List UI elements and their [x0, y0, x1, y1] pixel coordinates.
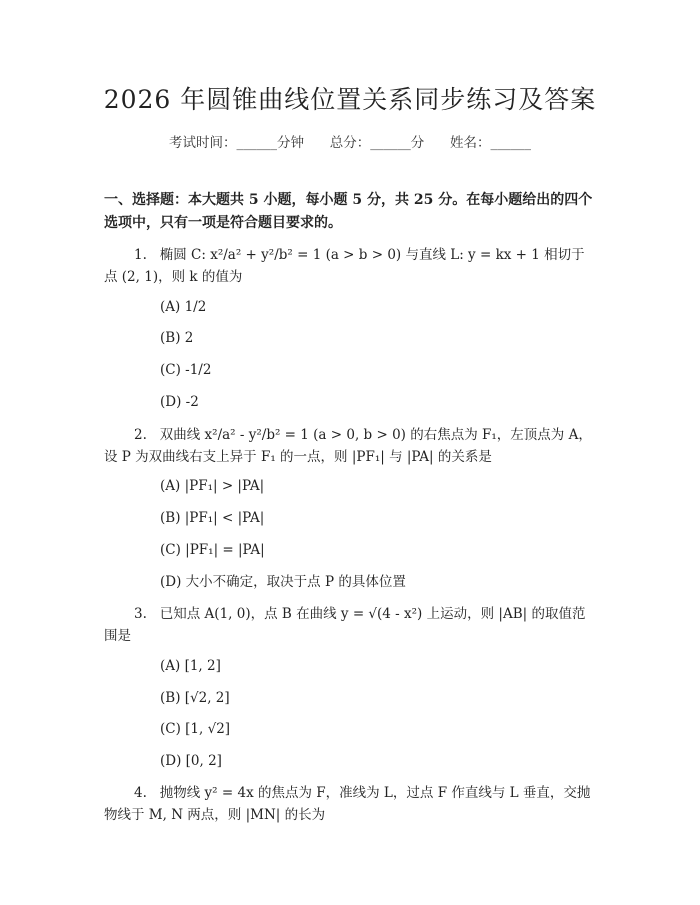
question-number: 3. [134, 606, 147, 622]
question-3 [104, 603, 596, 647]
student-name: 姓名：______ [450, 135, 531, 151]
option-c: (C) [1, √2] [160, 721, 231, 737]
option-d: (D) -2 [160, 394, 199, 410]
section-heading: 一、选择题：本大题共 5 小题，每小题 5 分，共 25 分。在每小题给出的四个选项中，只有一项是符合题目要求的。 [104, 192, 593, 231]
exam-time: 考试时间：______分钟 [169, 135, 304, 151]
question-text: 双曲线 x²/a² - y²/b² = 1 (a > 0, b > 0) 的右焦点为 F₁，左顶点为 A，设 P 为双曲线右支上异于 F₁ 的一点，则 |PF₁| 与 |PA| 的关系是 [104, 427, 592, 465]
option-a: (A) 1/2 [160, 299, 207, 315]
question-text: 椭圆 C: x²/a² + y²/b² = 1 (a > b > 0) 与直线 L: y = kx + 1 相切于点 (2, 1)，则 k 的值为 [104, 247, 585, 285]
question-1 [104, 244, 596, 288]
option-b: (B) |PF₁| < |PA| [160, 510, 265, 526]
option-d: (D) 大小不确定，取决于点 P 的具体位置 [160, 574, 406, 590]
option-b: (B) [√2, 2] [160, 690, 230, 706]
exam-score: 总分：______分 [329, 135, 425, 151]
page-title: 2026 年圆锥曲线位置关系同步练习及答案 [103, 85, 597, 114]
option-c: (C) |PF₁| = |PA| [160, 542, 265, 558]
question-number: 2. [134, 427, 147, 443]
option-a: (A) [1, 2] [160, 658, 221, 674]
option-b: (B) 2 [160, 330, 194, 346]
question-text: 已知点 A(1, 0)，点 B 在曲线 y = √(4 - x²) 上运动，则 |AB| 的取值范围是 [104, 606, 586, 644]
option-a: (A) |PF₁| > |PA| [160, 478, 265, 494]
option-d: (D) [0, 2] [160, 753, 222, 769]
option-c: (C) -1/2 [160, 362, 212, 378]
exam-meta [0, 131, 700, 151]
question-2 [104, 424, 596, 468]
question-number: 4. [134, 785, 147, 801]
question-text: 抛物线 y² = 4x 的焦点为 F，准线为 L，过点 F 作直线与 L 垂直，交抛物线于 M, N 两点，则 |MN| 的长为 [104, 785, 591, 823]
question-4 [104, 782, 596, 826]
question-number: 1. [134, 247, 147, 263]
